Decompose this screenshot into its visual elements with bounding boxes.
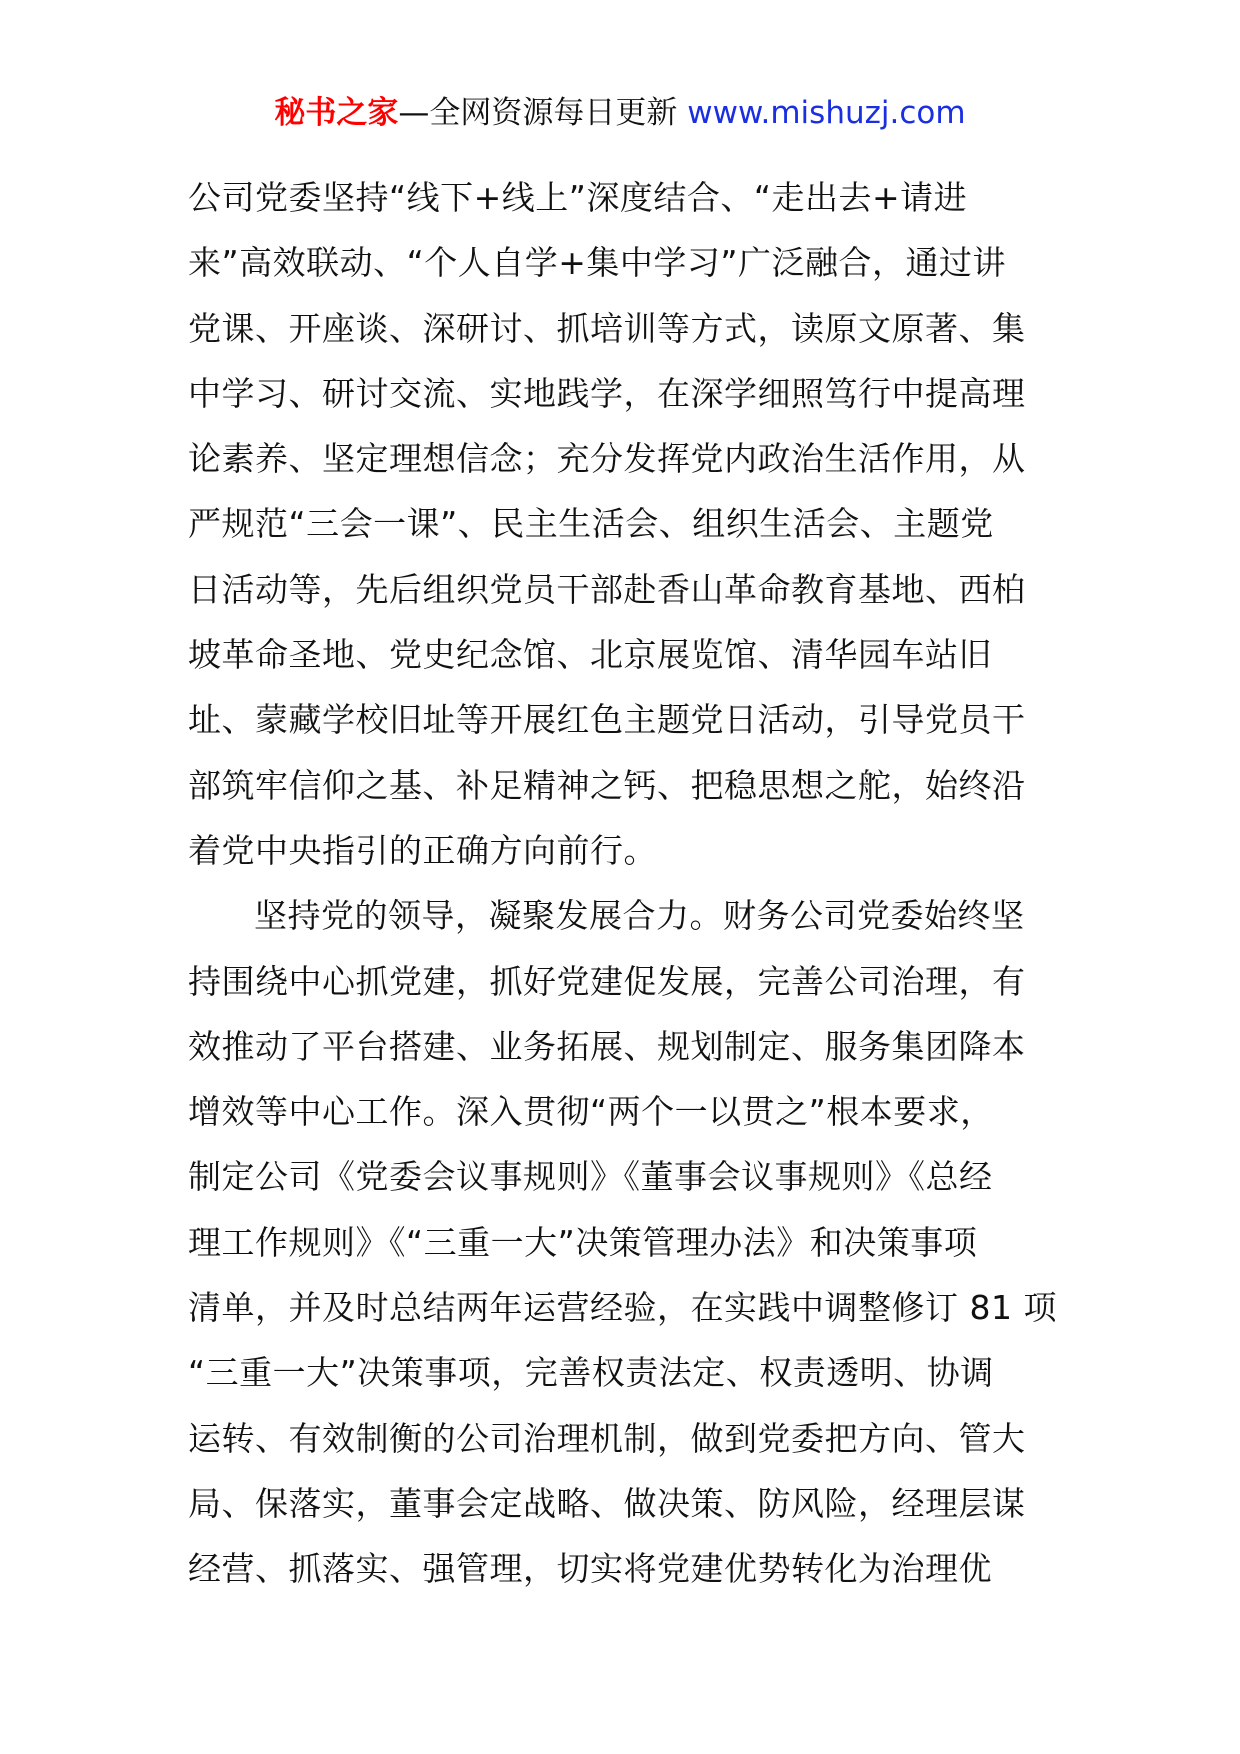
site-url-link[interactable]: www.mishuzj.com <box>687 95 966 131</box>
text-line: 增效等中心工作。深入贯彻“两个一以贯之”根本要求， <box>188 1092 994 1132</box>
text-line: “三重一大”决策事项，完善权责法定、权责透明、协调 <box>188 1353 994 1393</box>
text-line: 部筑牢信仰之基、补足精神之钙、把稳思想之舵，始终沿 <box>188 765 1026 805</box>
text-line: 党课、开座谈、深研讨、抓培训等方式，读原文原著、集 <box>188 308 1026 348</box>
text-line: 论素养、坚定理想信念；充分发挥党内政治生活作用，从 <box>188 439 1026 479</box>
text-line: 运转、有效制衡的公司治理机制，做到党委把方向、管大 <box>188 1418 1026 1458</box>
brand-name: 秘书之家 <box>274 95 399 131</box>
text-line: 经营、抓落实、强管理，切实将党建优势转化为治理优 <box>188 1549 992 1589</box>
text-line: 坡革命圣地、党史纪念馆、北京展览馆、清华园车站旧 <box>188 635 992 675</box>
paragraph-start-line: 坚持党的领导，凝聚发展合力。财务公司党委始终坚 <box>254 896 1025 936</box>
text-line: 日活动等，先后组织党员干部赴香山革命教育基地、西柏 <box>188 569 1026 609</box>
text-line: 址、蒙藏学校旧址等开展红色主题党日活动，引导党员干 <box>188 700 1026 740</box>
text-line: 制定公司《党委会议事规则》《董事会议事规则》《总经 <box>188 1157 993 1197</box>
text-line: 严规范“三会一课”、民主生活会、组织生活会、主题党 <box>188 504 994 544</box>
text-line: 着党中央指引的正确方向前行。 <box>188 830 657 870</box>
header-tagline: —全网资源每日更新 <box>398 95 678 131</box>
text-line: 局、保落实，董事会定战略、做决策、防风险，经理层谋 <box>188 1483 1026 1523</box>
text-line: 持围绕中心抓党建，抓好党建促发展，完善公司治理，有 <box>188 961 1026 1001</box>
text-line: 效推动了平台搭建、业务拓展、规划制定、服务集团降本 <box>188 1026 1026 1066</box>
text-line: 清单，并及时总结两年运营经验，在实践中调整修订 81 项 <box>188 1288 1057 1328</box>
text-line: 理工作规则》《“三重一大”决策管理办法》和决策事项 <box>188 1222 978 1262</box>
text-line: 公司党委坚持“线下+线上”深度结合、“走出去+请进 <box>188 178 968 217</box>
page-header <box>0 92 1240 134</box>
document-body <box>188 165 1058 1602</box>
text-line: 中学习、研讨交流、实地践学，在深学细照笃行中提高理 <box>188 373 1026 413</box>
text-line: 来”高效联动、“个人自学+集中学习”广泛融合，通过讲 <box>188 243 1006 283</box>
